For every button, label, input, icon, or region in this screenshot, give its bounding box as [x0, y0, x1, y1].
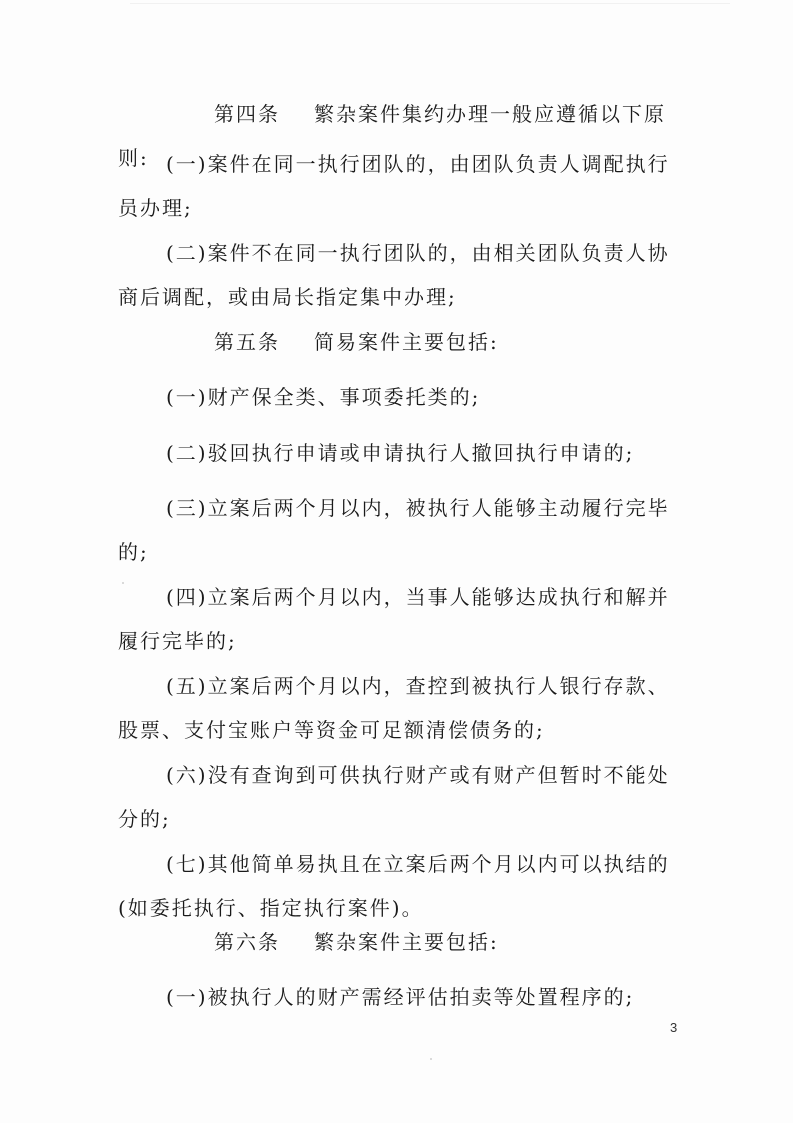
article-6-heading	[118, 920, 678, 964]
article-5-item-3: (三)立案后两个月以内，被执行人能够主动履行完毕的;	[118, 496, 670, 564]
article-6-title: 繁杂案件主要包括:	[314, 930, 499, 954]
article-5-number: 第五条	[214, 330, 280, 354]
article-4-title: 繁杂案件集约办理一般应遵循以下原则:	[118, 102, 666, 170]
scan-speck	[122, 582, 124, 584]
article-4-item-1: (一)案件在同一执行团队的，由团队负责人调配执行员办理;	[118, 152, 670, 220]
scan-speck	[430, 1058, 432, 1060]
page-number: 3	[670, 1020, 678, 1035]
article-5-item-1: (一)财产保全类、事项委托类的;	[166, 385, 481, 409]
article-4-item-2: (二)案件不在同一执行团队的，由相关团队负责人协商后调配，或由局长指定集中办理;	[118, 241, 670, 309]
article-5-item-2: (二)驳回执行申请或申请执行人撤回执行申请的;	[166, 441, 635, 465]
article-5-title: 简易案件主要包括:	[314, 330, 499, 354]
article-5-item-5: (五)立案后两个月以内，查控到被执行人银行存款、股票、支付宝账户等资金可足额清偿债务的;	[118, 674, 670, 742]
article-5-item-7: (七)其他简单易执且在立案后两个月以内可以执结的(如委托执行、指定执行案件)。	[118, 852, 670, 920]
scan-edge-line	[130, 3, 730, 4]
article-6-item-1: (一)被执行人的财产需经评估拍卖等处置程序的;	[166, 985, 635, 1009]
article-5-item-4: (四)立案后两个月以内，当事人能够达成执行和解并履行完毕的;	[118, 585, 670, 653]
article-5-item-6: (六)没有查询到可供执行财产或有财产但暂时不能处分的;	[118, 763, 670, 831]
article-4-number: 第四条	[214, 102, 280, 126]
article-5-heading	[118, 320, 678, 364]
article-6-number: 第六条	[214, 930, 280, 954]
